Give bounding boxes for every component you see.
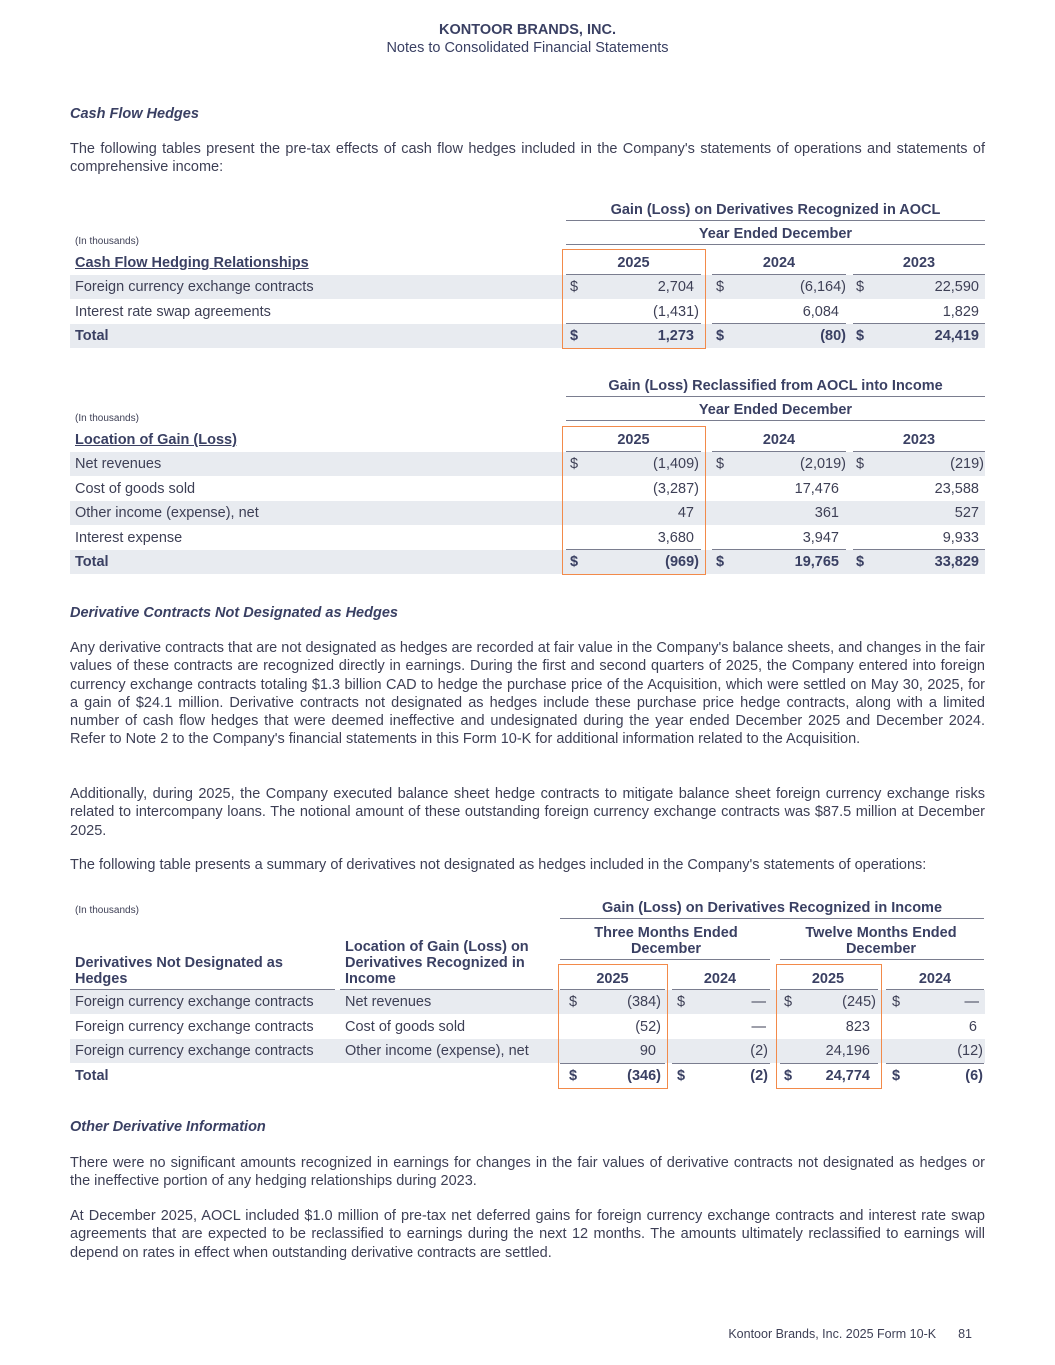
table3-row-label: Foreign currency exchange contracts bbox=[75, 1019, 314, 1035]
paragraph-not-designated-3: The following table presents a summary of derivatives not designated as hedges included in the Company's statements of operations: bbox=[70, 857, 927, 873]
divider bbox=[566, 396, 985, 397]
table1-total-cell: (80) bbox=[820, 328, 846, 344]
table3-total-label: Total bbox=[75, 1068, 109, 1084]
table2-row-label: Other income (expense), net bbox=[75, 505, 259, 521]
table2-cell: 23,588 bbox=[934, 481, 979, 497]
table2-cell: 3,680 bbox=[657, 530, 694, 546]
table2-total-cell: 19,765 bbox=[794, 554, 839, 570]
table3-row-label: Foreign currency exchange contracts bbox=[75, 994, 314, 1010]
table3-cell: 24,196 bbox=[825, 1043, 870, 1059]
dollar-sign: $ bbox=[569, 994, 578, 1010]
dollar-sign: $ bbox=[570, 328, 579, 344]
table3-cell: (52) bbox=[635, 1019, 661, 1035]
table3-row-label: Foreign currency exchange contracts bbox=[75, 1043, 314, 1059]
table3-cell: 823 bbox=[845, 1019, 870, 1035]
company-name: KONTOOR BRANDS, INC. bbox=[439, 22, 616, 38]
page-footer bbox=[728, 1327, 972, 1341]
table1-unit-label: (In thousands) bbox=[75, 236, 139, 247]
table2-unit-label: (In thousands) bbox=[75, 413, 139, 424]
dollar-sign: $ bbox=[784, 994, 793, 1010]
paragraph-not-designated-2: Additionally, during 2025, the Company executed balance sheet hedge contracts to mitigate balance sheet foreign currency exchange risks related to intercompany loans. The notional amount of these outstanding foreign currency exchange contracts was $87.5 million at December 2025. bbox=[70, 786, 985, 839]
table3-total-cell: (6) bbox=[965, 1068, 983, 1084]
dollar-sign: $ bbox=[716, 279, 725, 295]
row-shade bbox=[70, 550, 985, 574]
dollar-sign: $ bbox=[856, 554, 865, 570]
dollar-sign: $ bbox=[570, 279, 579, 295]
dollar-sign: $ bbox=[570, 456, 579, 472]
table2-year-header: 2023 bbox=[902, 432, 936, 448]
table3-cell: 6 bbox=[968, 1019, 977, 1035]
table3-twelve-months-header: Twelve Months Ended December bbox=[805, 925, 957, 957]
table1-cell: (6,164) bbox=[800, 279, 846, 295]
highlight-box bbox=[562, 249, 706, 349]
dollar-sign: $ bbox=[716, 456, 725, 472]
table3-year-header: 2025 bbox=[596, 971, 629, 987]
table3-cell: (384) bbox=[627, 994, 661, 1010]
table3-row-location: Cost of goods sold bbox=[345, 1019, 466, 1035]
table3-cell: — bbox=[751, 994, 766, 1010]
table2-group-title: Gain (Loss) Reclassified from AOCL into Income bbox=[608, 378, 943, 394]
table3-year-header: 2025 bbox=[811, 971, 845, 987]
divider bbox=[560, 918, 984, 919]
table3-year-header: 2024 bbox=[703, 971, 737, 987]
paragraph-other-1: There were no significant amounts recognized in earnings for changes in the fair values of derivative contracts not designated as hedges or the ineffective portion of any hedging relationships during 2023. bbox=[70, 1155, 985, 1190]
divider bbox=[566, 244, 985, 245]
highlight-box bbox=[776, 964, 882, 1089]
table3-cell: (2) bbox=[750, 1043, 768, 1059]
paragraph-other-2: At December 2025, AOCL included $1.0 million of pre-tax net deferred gains for foreign currency exchange contracts and interest rate swap agreements that are expected to be reclassified to earnings during the next 12 months. The amounts ultimately reclassified to earnings will depend on rates in effect when outstanding derivative contracts are settled. bbox=[70, 1208, 985, 1261]
table1-cell: 1,829 bbox=[942, 304, 979, 320]
table1-year-header: 2023 bbox=[902, 255, 936, 271]
dollar-sign: $ bbox=[677, 994, 686, 1010]
table1-year-header: 2024 bbox=[762, 255, 796, 271]
table2-total-label: Total bbox=[75, 554, 109, 570]
table1-year-header: 2025 bbox=[617, 255, 650, 271]
table1-group-title: Gain (Loss) on Derivatives Recognized in AOCL bbox=[610, 202, 941, 218]
table3-unit-label: (In thousands) bbox=[75, 905, 139, 916]
dollar-sign: $ bbox=[892, 994, 901, 1010]
table2-row-header: Location of Gain (Loss) bbox=[75, 432, 237, 448]
table3-row-location: Net revenues bbox=[345, 994, 432, 1010]
dollar-sign: $ bbox=[570, 554, 579, 570]
dollar-sign: $ bbox=[856, 456, 865, 472]
table2-row-label: Interest expense bbox=[75, 530, 183, 546]
paragraph-not-designated-1: Any derivative contracts that are not designated as hedges are recorded at fair value in the Company's balance sheets, and changes in the fair values of these contracts are recognized directly in earnings. During the first and second quarters of 2025, the Company entered into foreign currency exchange contracts totaling $1.3 billion CAD to hedge the purchase price of the Acquisition, which were settled on May 30, 2025, for a gain of $24.1 million. Derivative contracts not designated as hedges include these purchase price hedge contracts, along with a limited number of cash flow hedges that were deemed ineffective and undesignated during the year ended December 2025 and December 2024. Refer to Note 2 to the Company's financial statements in this Form 10-K for additional information related to the Acquisition. bbox=[70, 640, 985, 748]
table1-total-cell: 1,273 bbox=[657, 328, 694, 344]
highlight-box bbox=[558, 964, 668, 1089]
paragraph-cash-flow-intro: The following tables present the pre-tax effects of cash flow hedges included in the Company's statements of operations and statements of comprehensive income: bbox=[70, 141, 985, 176]
section-title-not-designated: Derivative Contracts Not Designated as Hedges bbox=[70, 605, 398, 621]
page-subtitle: Notes to Consolidated Financial Statements bbox=[386, 40, 669, 56]
table3-row-location: Other income (expense), net bbox=[345, 1043, 529, 1059]
table2-cell: (1,409) bbox=[653, 456, 699, 472]
table2-year-header: 2025 bbox=[617, 432, 650, 448]
table3-total-cell: 24,774 bbox=[825, 1068, 870, 1084]
divider bbox=[566, 220, 985, 221]
table1-row-label: Interest rate swap agreements bbox=[75, 304, 271, 320]
table3-col1-header: Derivatives Not Designated as Hedges bbox=[75, 955, 283, 987]
table3-year-header: 2024 bbox=[918, 971, 952, 987]
table1-row-label: Foreign currency exchange contracts bbox=[75, 279, 314, 295]
footer-text: Kontoor Brands, Inc. 2025 Form 10-K bbox=[728, 1327, 937, 1341]
table2-period-title: Year Ended December bbox=[698, 402, 853, 418]
dollar-sign: $ bbox=[716, 554, 725, 570]
table3-group-title: Gain (Loss) on Derivatives Recognized in Income bbox=[601, 900, 943, 916]
section-title-cash-flow-hedges: Cash Flow Hedges bbox=[70, 106, 199, 122]
table2-year-header: 2024 bbox=[762, 432, 796, 448]
table3-total-cell: (2) bbox=[750, 1068, 768, 1084]
dollar-sign: $ bbox=[856, 328, 865, 344]
table1-cell: 22,590 bbox=[934, 279, 979, 295]
table1-cell: 6,084 bbox=[802, 304, 839, 320]
page-header bbox=[0, 21, 1055, 57]
dollar-sign: $ bbox=[569, 1068, 578, 1084]
page-number: 81 bbox=[958, 1327, 972, 1341]
table2-cell: (3,287) bbox=[653, 481, 699, 497]
table2-row-label: Cost of goods sold bbox=[75, 481, 196, 497]
dollar-sign: $ bbox=[856, 279, 865, 295]
table3-cell: — bbox=[964, 994, 979, 1010]
divider bbox=[780, 959, 984, 960]
table3-cell: — bbox=[751, 1019, 766, 1035]
table3-cell: (245) bbox=[842, 994, 876, 1010]
dollar-sign: $ bbox=[784, 1068, 793, 1084]
row-shade bbox=[70, 324, 985, 348]
dollar-sign: $ bbox=[716, 328, 725, 344]
table2-cell: (2,019) bbox=[800, 456, 846, 472]
table3-three-months-header: Three Months Ended December bbox=[594, 925, 738, 957]
table1-cell: 2,704 bbox=[657, 279, 694, 295]
table1-period-title: Year Ended December bbox=[698, 226, 853, 242]
table3-cell: (12) bbox=[957, 1043, 983, 1059]
section-title-other-derivative: Other Derivative Information bbox=[70, 1119, 266, 1135]
divider bbox=[566, 420, 985, 421]
table2-cell: 9,933 bbox=[942, 530, 979, 546]
table3-total-cell: (346) bbox=[627, 1068, 661, 1084]
table2-cell: 527 bbox=[954, 505, 979, 521]
table2-total-cell: 33,829 bbox=[934, 554, 979, 570]
table1-cell: (1,431) bbox=[653, 304, 699, 320]
dollar-sign: $ bbox=[892, 1068, 901, 1084]
table1-total-cell: 24,419 bbox=[934, 328, 979, 344]
table2-row-label: Net revenues bbox=[75, 456, 162, 472]
table1-row-header: Cash Flow Hedging Relationships bbox=[75, 255, 309, 271]
row-shade bbox=[70, 452, 985, 476]
table2-cell: 361 bbox=[814, 505, 839, 521]
table3-col2-header: Location of Gain (Loss) on Derivatives Recognized in Income bbox=[345, 939, 529, 987]
table2-total-cell: (969) bbox=[665, 554, 699, 570]
table2-cell: (219) bbox=[950, 456, 984, 472]
table3-cell: 90 bbox=[639, 1043, 656, 1059]
table2-cell: 47 bbox=[677, 505, 694, 521]
dollar-sign: $ bbox=[677, 1068, 686, 1084]
highlight-box bbox=[562, 426, 706, 575]
divider bbox=[560, 959, 770, 960]
table2-cell: 17,476 bbox=[794, 481, 839, 497]
table1-total-label: Total bbox=[75, 328, 109, 344]
table2-cell: 3,947 bbox=[802, 530, 839, 546]
